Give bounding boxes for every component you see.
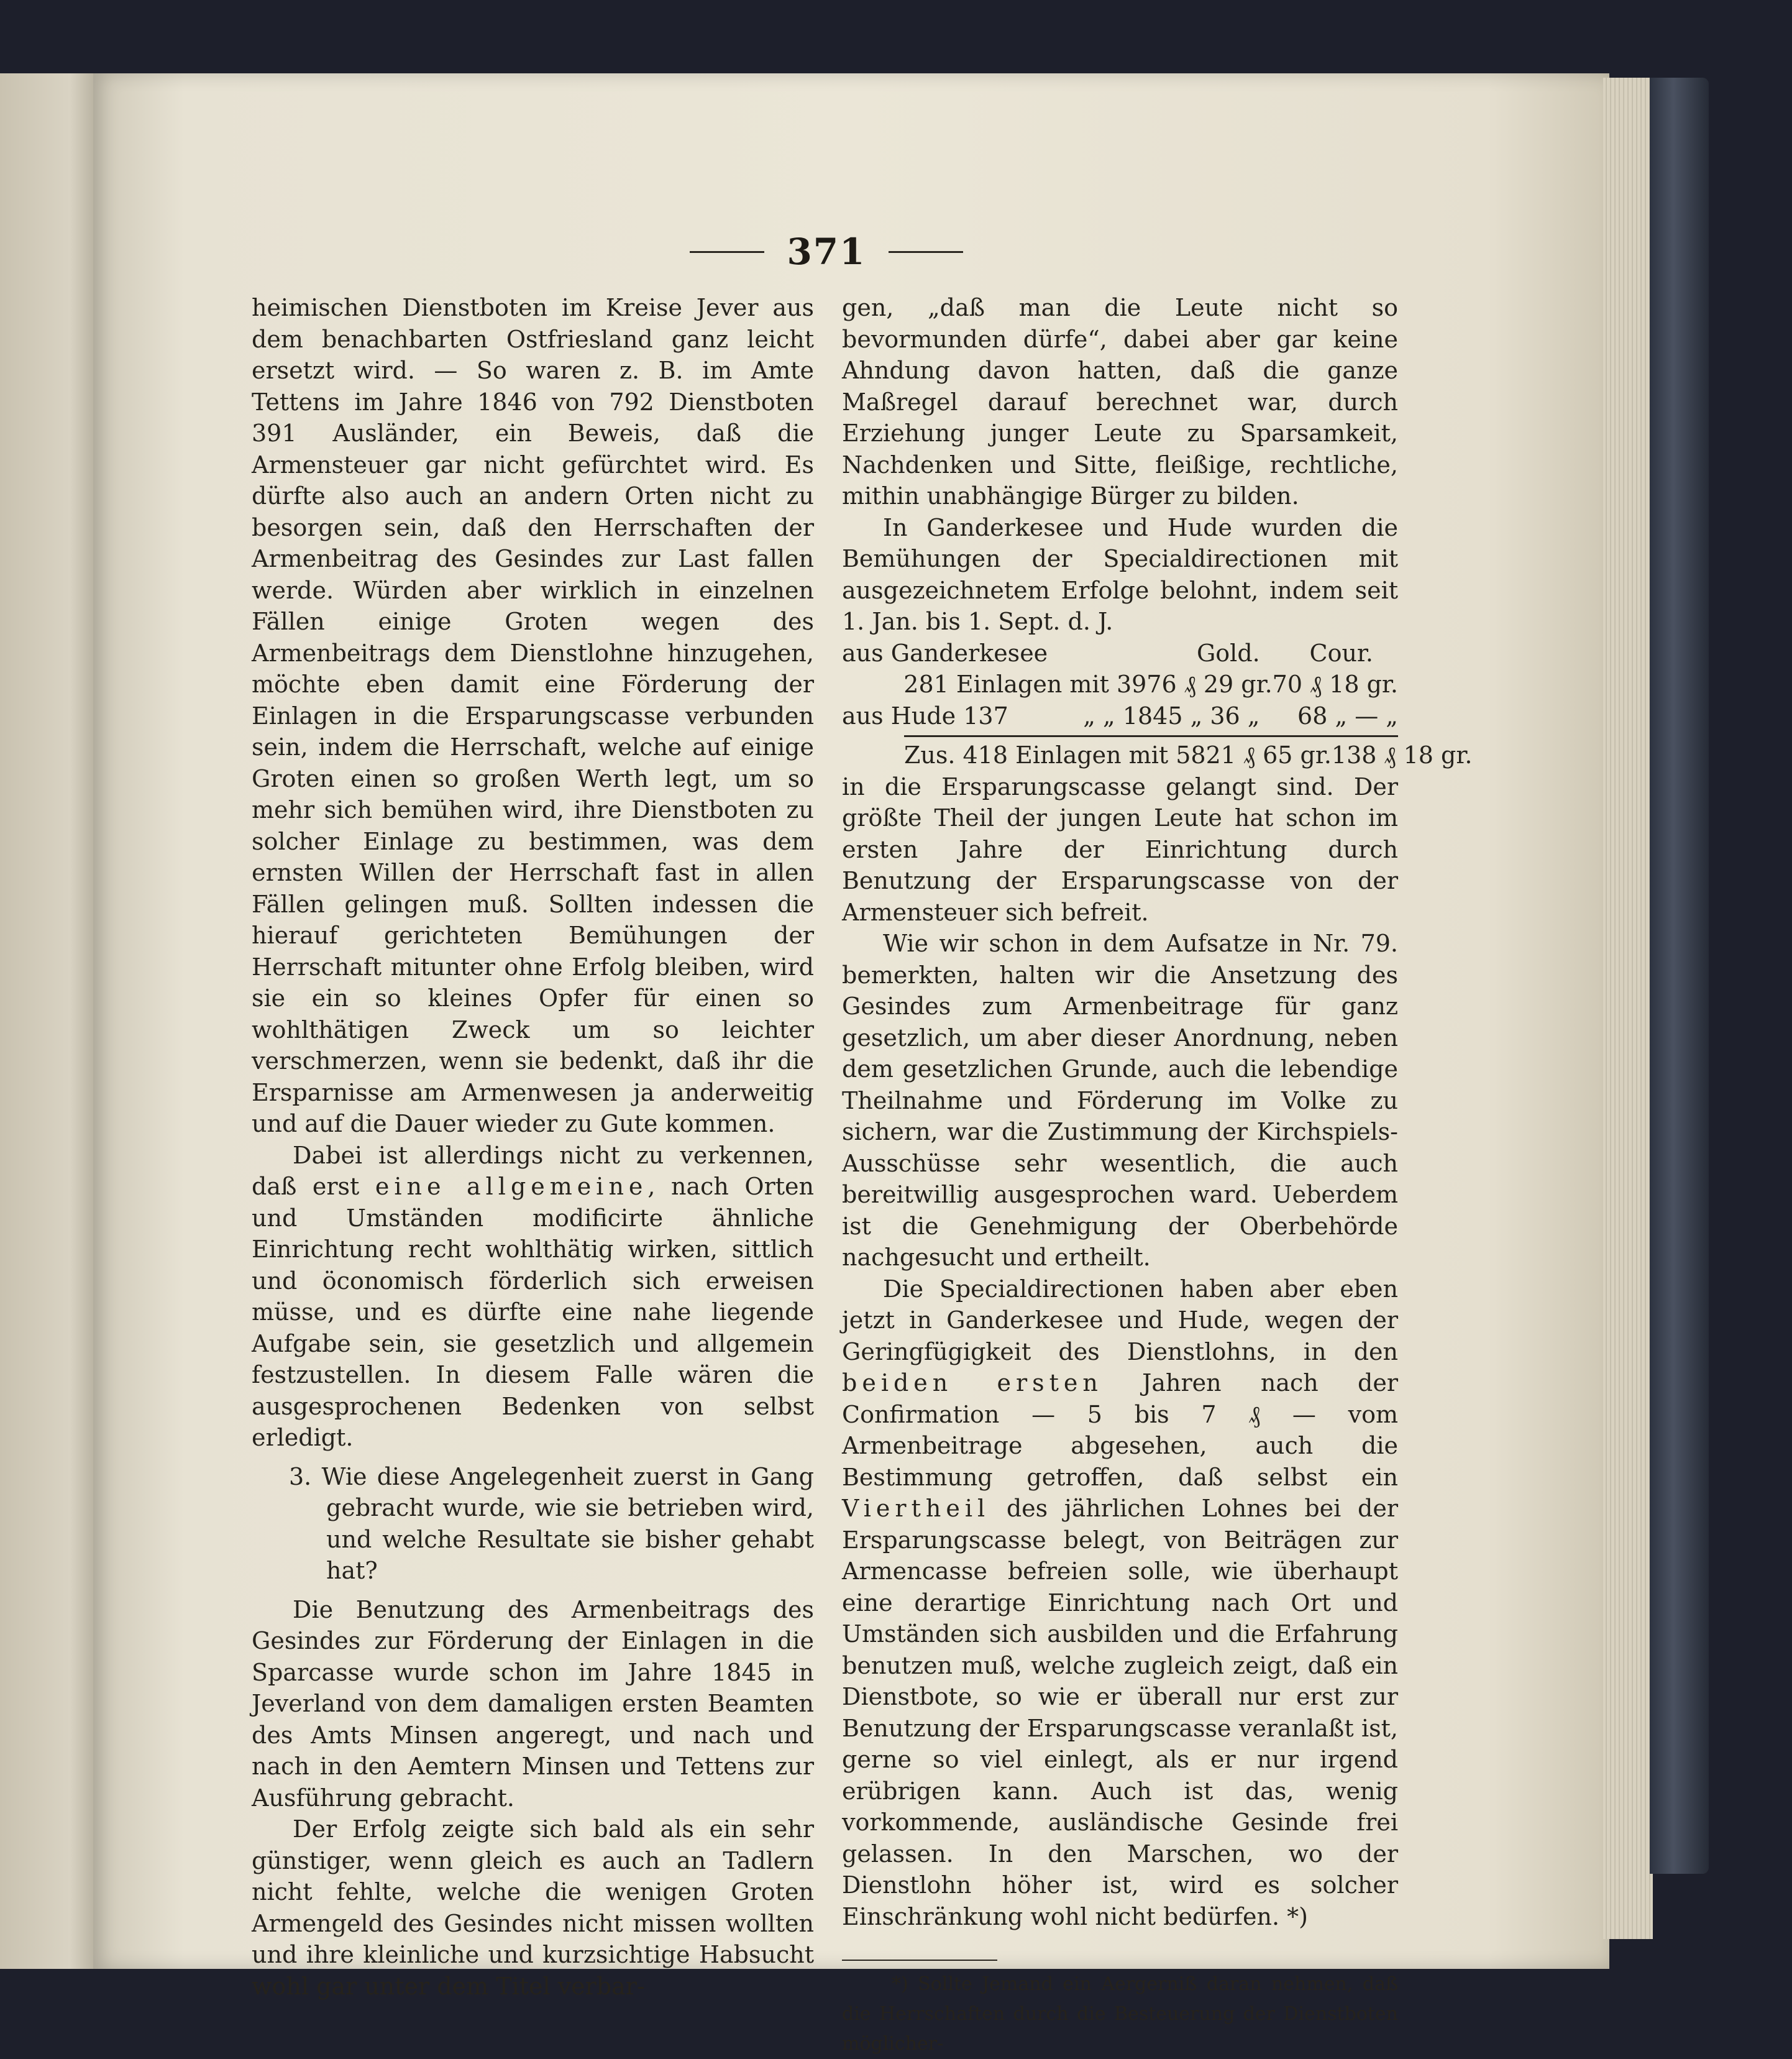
- left-paragraph-1: heimischen Dienstboten im Kreise Jever aus dem benachbarten Ostfriesland ganz leicht ersetzt wird. — So waren z. B. im Amte Tettens im Jahre 1846 von 792 Dienstboten 391 Ausländer, ein Beweis, daß die Armensteuer gar nicht gefürchtet wird. Es dürfte also auch an andern Orten nicht zu besorgen sein, daß den Herrschaften der Armenbeitrag des Gesindes zur Last fallen werde. Würden aber wirklich in einzelnen Fällen einige Groten wegen des Armenbeitrags dem Dienstlohne hinzugehen, möchte eben damit eine Förderung der Einlagen in die Ersparungscasse verbunden sein, indem die Herrschaft, welche auf einige Groten einen so großen Werth legt, um so mehr sich bemühen wird, ihre Dienstboten zu solcher Einlage zu bestimmen, was dem ernsten Willen der Herrschaft fast in allen Fällen gelingen muß. Sollten indessen die hierauf gerichteten Bemühungen der Herrschaft mitunter ohne Erfolg bleiben, wird sie ein so kleines Opfer für einen so wohlthätigen Zweck um so leichter verschmerzen, wenn sie bedenkt, daß ihr die Ersparnisse am Armenwesen ja anderweitig und auf die Dauer wieder zu Gute kommen.: [252, 294, 814, 1137]
- left-paragraph-4: Die Benutzung des Armenbeitrags des Gesindes zur Förderung der Einlagen in die Sparcasse wurde schon im Jahre 1845 in Jeverland von dem damaligen ersten Beamten des Amts Minsen angeregt, und nach und nach in den Aemtern Minsen und Tettens zur Ausführung gebracht.: [252, 1595, 814, 1812]
- left-paragraph-5: Der Erfolg zeigte sich bald als ein sehr günstiger, wenn gleich es auch an Tadlern nicht fehlte, welche die wenigen Groten Armengeld des Gesindes nicht missen wollten und ihre kleinliche und kurzsichtige Habsucht wohl gar unter dem Titel verbar-: [252, 1815, 814, 2000]
- table-cell: 70 ₰ 18 gr.: [1272, 671, 1398, 698]
- emphasis-spaced-text: beiden ersten: [842, 1369, 1103, 1396]
- table-head-cour: Cour.: [1309, 639, 1373, 667]
- right-paragraph-5: [842, 1273, 1398, 1933]
- left-column: [252, 292, 814, 2002]
- right-paragraph-5-text-a: Die Specialdirectionen haben aber eben jetzt in Ganderkesee und Hude, wegen der Geringfügigkeit des Dienstlohns, in den: [842, 1275, 1398, 1365]
- right-paragraph-1: gen, „daß man die Leute nicht so bevormunden dürfe“, dabei aber gar keine Ahndung davon hatten, daß die ganze Maßregel darauf berechnet war, durch Erziehung junger Leute zu Sparsamkeit, Nachdenken und Sitte, fleißige, rechtliche, mithin unabhängige Bürger zu bilden.: [842, 294, 1398, 510]
- page-number: 371: [787, 231, 866, 273]
- table-cell: aus Hude 137: [842, 702, 1008, 730]
- facing-page-edge: [0, 73, 99, 1969]
- left-paragraph-2: [252, 1140, 814, 1454]
- section-question-3: 3. Wie diese Angelegenheit zuerst in Gang gebracht wurde, wie sie betrieben wird, und welche Resultate sie bisher gehabt hat?: [289, 1462, 814, 1584]
- header-rule-right: [889, 251, 963, 253]
- right-paragraph-5-text-c: des jährlichen Lohnes bei der Ersparungscasse belegt, von Beiträgen zur Armencasse befreien solle, wie überhaupt eine derartige Einrichtung nach Ort und Umständen sich ausbilden und die Erfahrung benutzen muß, welche zugleich zeigt, daß ein Dienstbote, so wie er überall nur erst zur Benutzung der Ersparungscasse veranlaßt ist, gerne so viel einlegt, als er nur irgend erübrigen kann. Auch ist das, wenig vorkommende, ausländische Gesinde frei gelassen. In den Marschen, wo der Dienstlohn höher ist, wird es solcher Einschränkung wohl nicht bedürfen. *): [842, 1495, 1398, 1930]
- table-header-row: [842, 638, 1398, 669]
- table-head-place: aus Ganderkesee: [842, 639, 1048, 667]
- deposits-table: [842, 638, 1473, 771]
- table-cell: [842, 669, 903, 700]
- footnote-rule: [842, 1960, 997, 1961]
- left-paragraph-2-text-b: , nach Orten und Umständen modificirte ähnliche Einrichtung recht wohlthätig wirken, sittlich und öconomisch förderlich sich erweisen müsse, und es dürfte eine nahe liegende Aufgabe sein, sie gesetzlich und allgemein festzustellen. In diesem Falle wären die ausgesprochenen Bedenken von selbst erledigt.: [252, 1173, 814, 1451]
- right-paragraph-3: in die Ersparungscasse gelangt sind. Der größte Theil der jungen Leute hat schon im ersten Jahre der Einrichtung durch Benutzung der Ersparungscasse von der Armensteuer sich befreit.: [842, 773, 1398, 926]
- header-rule-left: [690, 251, 764, 253]
- table-head-gold: Gold.: [1196, 639, 1260, 667]
- table-sum-row: [842, 740, 1473, 771]
- table-row: [842, 669, 1398, 700]
- right-paragraph-5-text-b: Jahren nach der Confirmation — 5 bis 7 ₰ — vom Armenbeitrage abgesehen, auch die Bestimmung getroffen, daß selbst ein: [842, 1369, 1398, 1491]
- table-row: [842, 700, 1398, 732]
- right-paragraph-2: In Ganderkesee und Hude wurden die Bemühungen der Specialdirectionen mit ausgezeichnetem Erfolge belohnt, indem seit 1. Jan. bis 1. Sept. d. J.: [842, 513, 1398, 635]
- table-cell: 281 Einlagen mit 3976 ₰ 29 gr.: [903, 671, 1273, 698]
- right-paragraph-4: Wie wir schon in dem Aufsatze in Nr. 79. bemerkten, halten wir die Ansetzung des Gesindes zum Armenbeitrage für ganz gesetzlich, um aber dieser Anordnung, neben dem gesetzlichen Grunde, auch die lebendige Theilnahme und Förderung im Volke zu sichern, war die Zustimmung der Kirchspiels-Ausschüsse sehr wesentlich, die auch bereitwillig ausgesprochen ward. Ueberdem ist die Genehmigung der Oberbehörde nachgesucht und ertheilt.: [842, 930, 1398, 1271]
- table-cell: 138 ₰ 18 gr.: [1331, 741, 1473, 769]
- left-paragraph-2-text-a: Dabei ist allerdings nicht zu verkennen, daß erst: [252, 1141, 814, 1200]
- table-cell: Zus. 418 Einlagen mit 5821 ₰ 65 gr.: [904, 741, 1332, 769]
- right-column: [842, 292, 1473, 2059]
- page-block-edges: [1603, 78, 1653, 1939]
- table-cell: 68 „ — „: [1297, 702, 1398, 730]
- emphasis-spaced-text: Viertheil: [842, 1495, 990, 1522]
- table-sum-rule: [904, 735, 1398, 737]
- footnote: *) Sollte Jemand ein Aergerniß daran nehmen, daß die Herrschaften durch die Besteuerung der Dienstboten möglicher-: [842, 1973, 1398, 2055]
- table-cell: „ „ 1845 „ 36 „: [1083, 702, 1260, 730]
- page-header: [665, 230, 988, 273]
- emphasis-spaced-text: eine allgemeine: [375, 1173, 648, 1200]
- book-cover-edge: [1650, 78, 1709, 1874]
